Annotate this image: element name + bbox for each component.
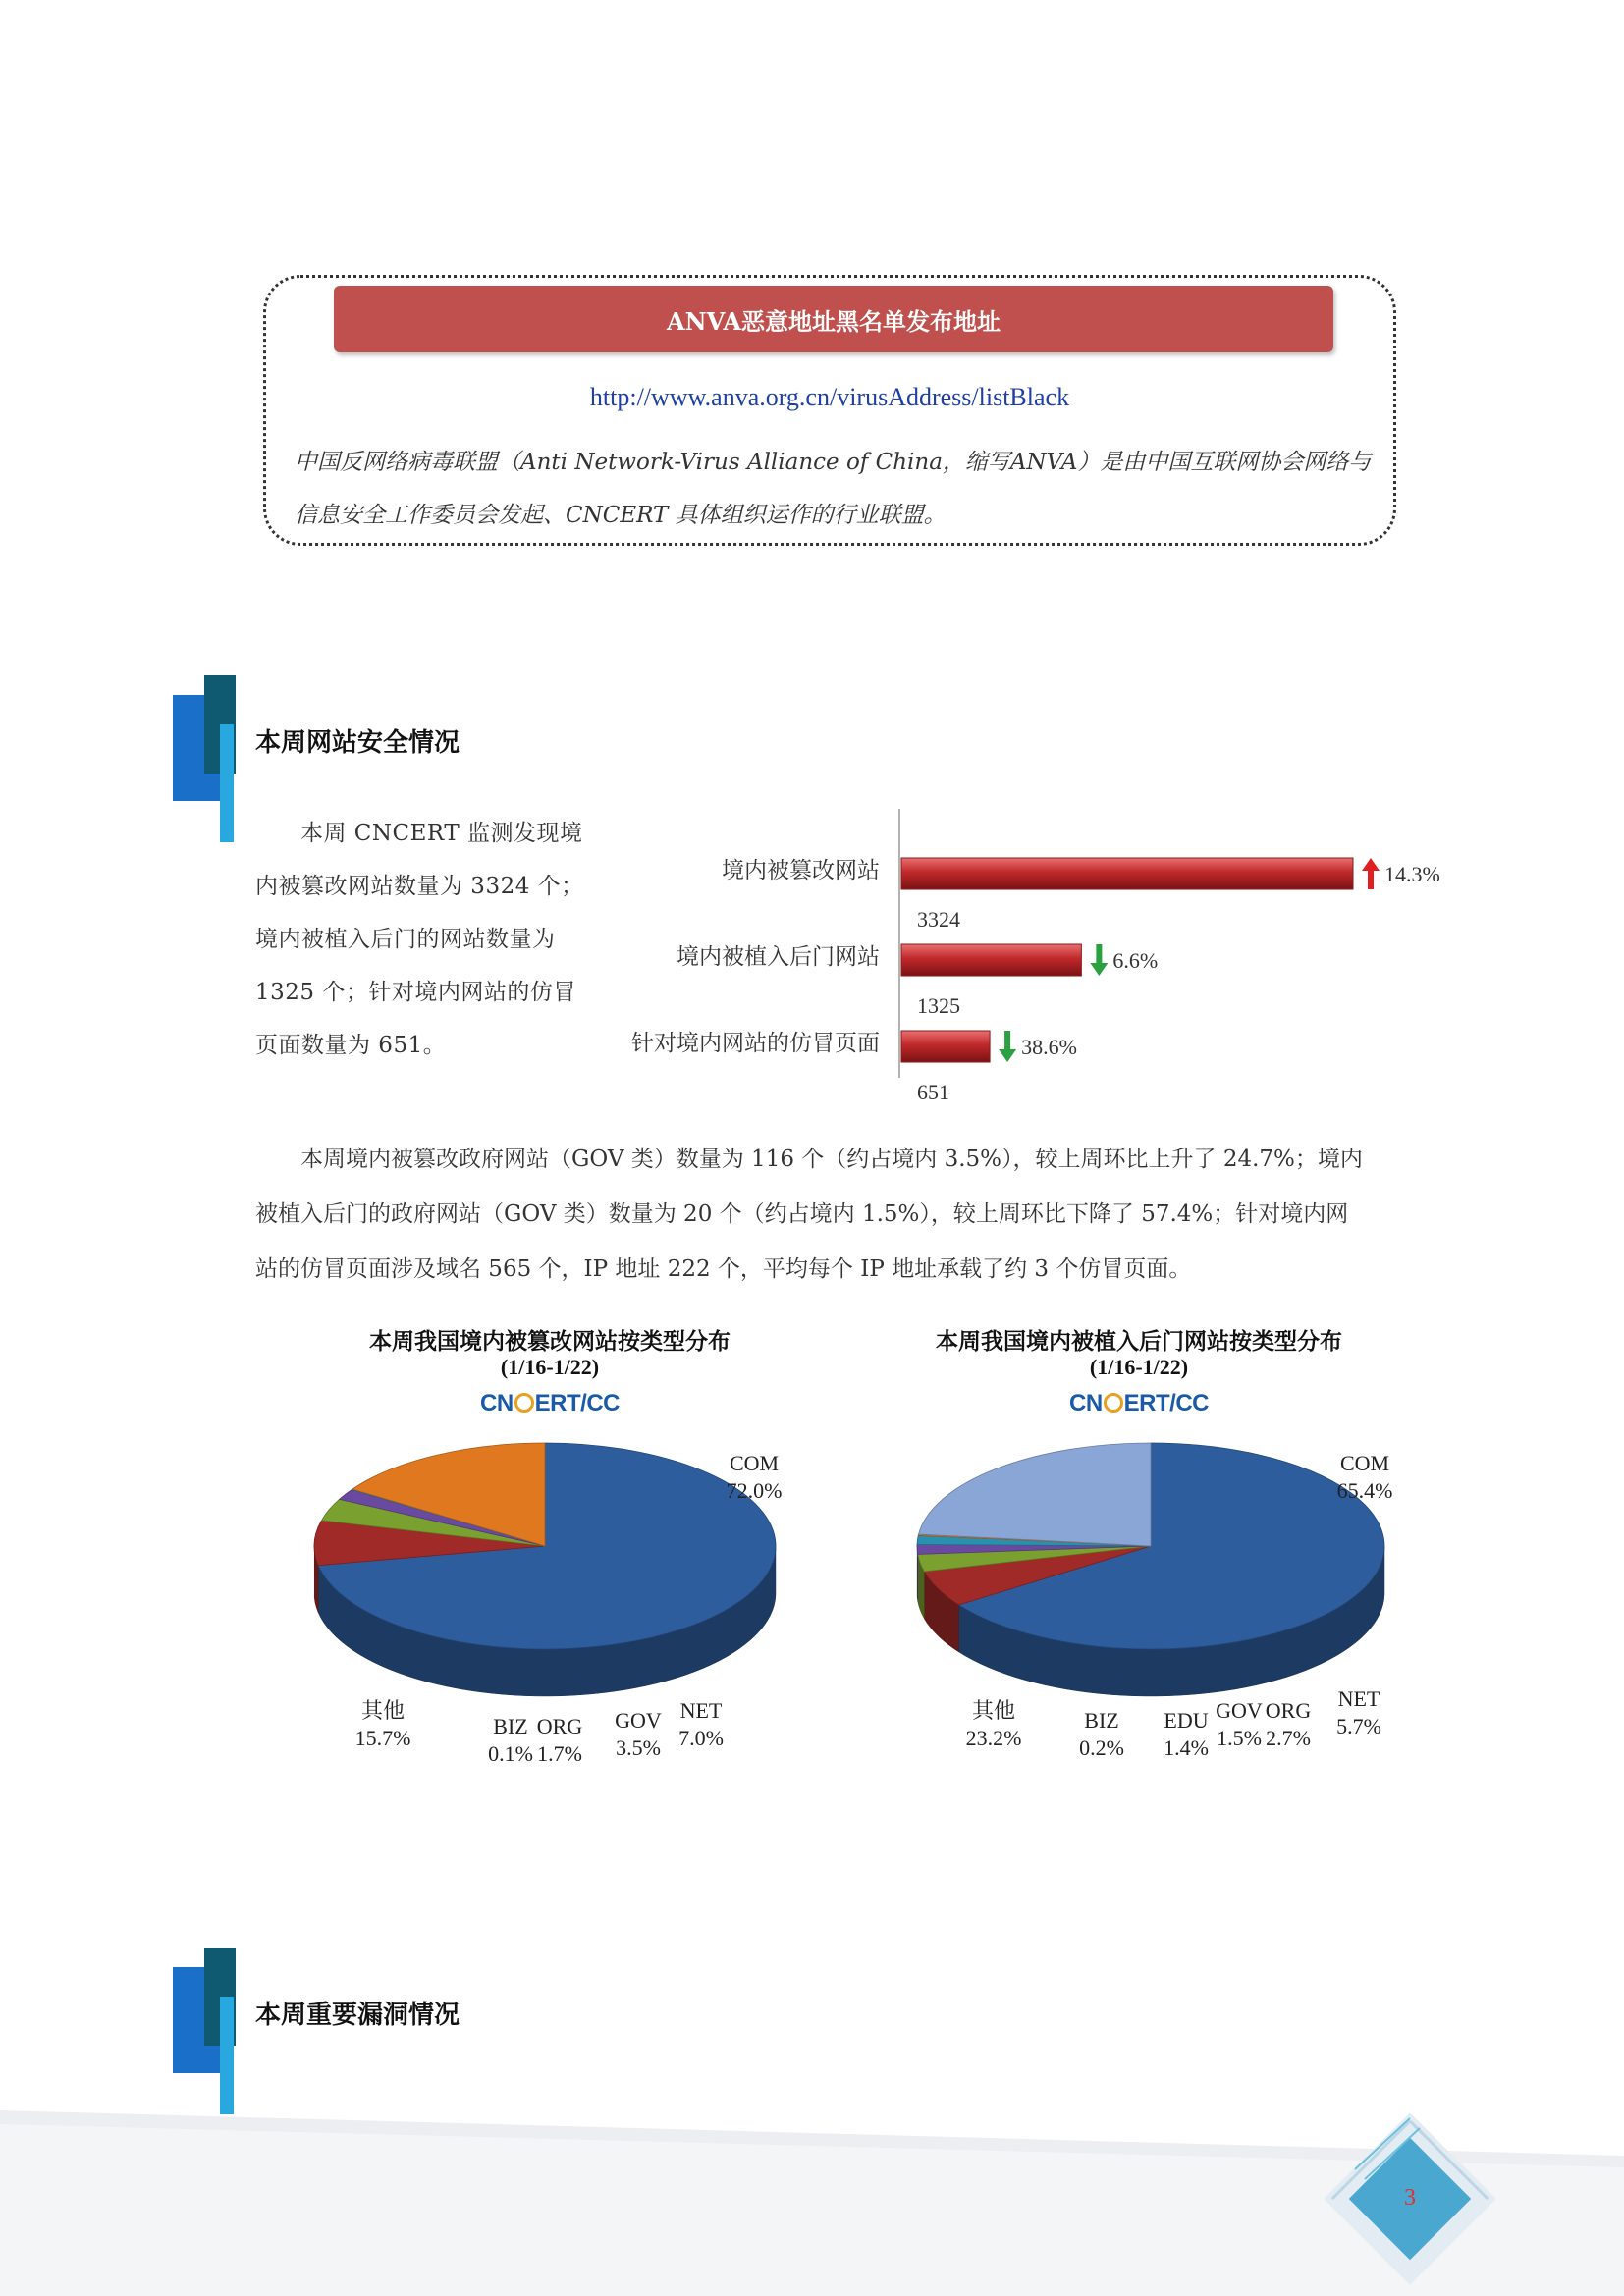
pie-slice-name: NET bbox=[1337, 1686, 1380, 1711]
pie-slice-percent: 7.0% bbox=[678, 1726, 724, 1750]
pie-slice-name: 其他 bbox=[971, 1698, 1016, 1723]
cncert-logo: CN ERT/CC bbox=[479, 1390, 620, 1416]
pie-slice-name: BIZ bbox=[493, 1714, 528, 1738]
pie1-subtitle: (1/16-1/22) bbox=[500, 1355, 600, 1379]
pie-slice-name: GOV bbox=[1216, 1698, 1263, 1723]
pie-slice bbox=[919, 1443, 1151, 1546]
intro-line: 内被篡改网站数量为 3324 个； bbox=[255, 874, 584, 899]
bar-change-label: 14.3% bbox=[1384, 862, 1440, 886]
bar-change-label: 38.6% bbox=[1021, 1035, 1077, 1059]
pie-slice-name: ORG bbox=[1265, 1698, 1312, 1723]
section-header-decoration bbox=[173, 1948, 251, 2114]
bar bbox=[901, 858, 1353, 889]
intro-line: 页面数量为 651。 bbox=[255, 1033, 447, 1058]
bar-value-label: 1325 bbox=[917, 993, 960, 1018]
pie-slice-percent: 3.5% bbox=[616, 1735, 661, 1760]
pie-slice-percent: 72.0% bbox=[726, 1478, 783, 1503]
pie-slice-name: COM bbox=[1339, 1451, 1390, 1475]
anva-description-line-1: 中国反网络病毒联盟（Anti Network-Virus Alliance of China，缩写ANVA）是由中国互联网协会网络与 bbox=[295, 450, 1372, 475]
bar-category-label: 针对境内网站的仿冒页面 bbox=[631, 1031, 880, 1056]
pie-slice-percent: 15.7% bbox=[354, 1726, 411, 1750]
arrow-down-icon bbox=[1090, 944, 1108, 976]
pie-slice-name: 其他 bbox=[360, 1698, 406, 1723]
cncert-logo: CN ERT/CC bbox=[1068, 1390, 1209, 1416]
pie-slice-percent: 1.5% bbox=[1217, 1726, 1262, 1750]
body-line: 本周境内被篡改政府网站（GOV 类）数量为 116 个（约占境内 3.5%），较上周环比上升了 24.7%；境内 bbox=[300, 1147, 1363, 1172]
bar bbox=[901, 1031, 990, 1062]
bar-value-label: 3324 bbox=[917, 907, 960, 932]
pie-slice-percent: 1.4% bbox=[1164, 1735, 1209, 1760]
pie1-title: 本周我国境内被篡改网站按类型分布 bbox=[369, 1328, 731, 1355]
arrow-up-icon bbox=[1362, 858, 1380, 889]
pie1-chart bbox=[275, 1433, 825, 1806]
anva-header-banner bbox=[334, 286, 1333, 352]
body-line: 被植入后门的政府网站（GOV 类）数量为 20 个（约占境内 1.5%），较上周环比下降了 57.4%；针对境内网 bbox=[255, 1201, 1349, 1227]
pie-slice-percent: 23.2% bbox=[965, 1726, 1022, 1750]
section-header-decoration bbox=[173, 675, 251, 842]
anva-blacklist-link[interactable]: http://www.anva.org.cn/virusAddress/listBlack bbox=[589, 383, 1070, 411]
page-number: 3 bbox=[1404, 2185, 1416, 2211]
body-line: 站的仿冒页面涉及域名 565 个，IP 地址 222 个，平均每个 IP 地址承载了约 3 个仿冒页面。 bbox=[255, 1256, 1192, 1282]
anva-header-text: ANVA恶意地址黑名单发布地址 bbox=[667, 306, 1001, 336]
incident-bar-chart bbox=[589, 805, 1473, 1104]
intro-line: 本周 CNCERT 监测发现境 bbox=[300, 821, 583, 846]
bar-category-label: 境内被植入后门网站 bbox=[677, 944, 880, 970]
pie-slice-percent: 0.2% bbox=[1079, 1735, 1124, 1760]
pie-slice-name: NET bbox=[679, 1698, 723, 1723]
bar-value-label: 651 bbox=[917, 1080, 949, 1104]
pie-slice-percent: 2.7% bbox=[1266, 1726, 1311, 1750]
pie-slice-percent: 0.1% bbox=[488, 1741, 533, 1766]
pie-slice-percent: 1.7% bbox=[537, 1741, 582, 1766]
pie-slice-side bbox=[917, 1549, 918, 1601]
intro-line: 境内被植入后门的网站数量为 bbox=[255, 927, 556, 952]
bar-category-label: 境内被篡改网站 bbox=[722, 858, 880, 883]
section-title-website-security: 本周网站安全情况 bbox=[255, 728, 460, 758]
pie-slice-percent: 5.7% bbox=[1336, 1714, 1381, 1738]
pie-slice-name: EDU bbox=[1164, 1708, 1209, 1733]
pie2-title: 本周我国境内被植入后门网站按类型分布 bbox=[936, 1328, 1342, 1355]
intro-line: 1325 个；针对境内网站的仿冒 bbox=[255, 980, 576, 1005]
pie-slice-name: COM bbox=[729, 1451, 780, 1475]
bar-change-label: 6.6% bbox=[1112, 948, 1159, 973]
bar bbox=[901, 944, 1081, 976]
section-title-vulnerabilities: 本周重要漏洞情况 bbox=[255, 2001, 460, 2030]
anva-description-line-2: 信息安全工作委员会发起、CNCERT 具体组织运作的行业联盟。 bbox=[295, 503, 947, 528]
pie2-subtitle: (1/16-1/22) bbox=[1089, 1355, 1189, 1379]
pie-slice-name: BIZ bbox=[1084, 1708, 1119, 1733]
footer-decoration bbox=[0, 2110, 1624, 2296]
pie-slice-name: GOV bbox=[615, 1708, 662, 1733]
pie-slice-percent: 65.4% bbox=[1336, 1478, 1393, 1503]
pie-slice-name: ORG bbox=[536, 1714, 583, 1738]
arrow-down-icon bbox=[999, 1031, 1016, 1062]
pie2-chart bbox=[884, 1433, 1434, 1806]
